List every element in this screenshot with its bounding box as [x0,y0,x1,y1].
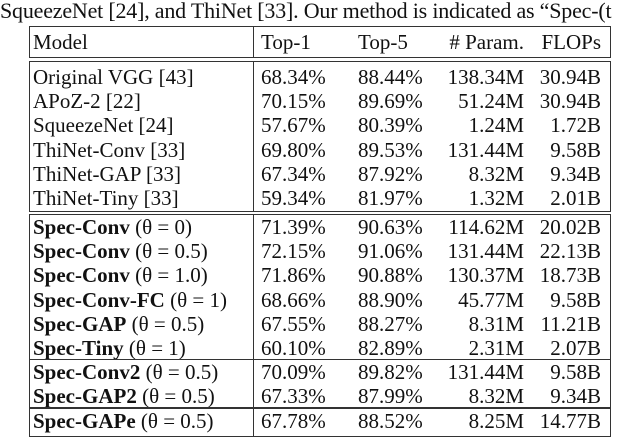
table-row [30,89,610,113]
flops-cell: 11.21B [540,311,601,336]
top5-cell: 88.90% [358,287,423,312]
flops-cell: 2.01B [550,185,601,210]
table-group-spec [29,214,611,360]
top1-cell: 72.15% [261,239,326,264]
top1-cell: 57.67% [261,113,326,138]
model-name-rest: ThiNet-Conv [33] [33,137,186,162]
params-cell: 131.44M [447,239,524,264]
table-row [30,162,610,186]
top1-cell: 68.66% [261,287,326,312]
top1-cell: 70.09% [261,359,326,384]
table-row [30,312,610,336]
model-name-rest: (θ = 1.0) [129,263,208,288]
model-name-bold: Spec-GAP2 [33,383,137,408]
table-row [30,215,610,239]
model-name [33,239,208,263]
top1-cell: 70.15% [261,89,326,114]
model-name [33,288,227,312]
top1-cell: 67.55% [261,311,326,336]
header-row [30,30,610,54]
model-name-bold: Spec-Conv2 [33,359,141,384]
top1-cell: 71.86% [261,263,326,288]
top5-cell: 81.97% [358,185,423,210]
flops-cell: 14.77B [539,408,601,433]
model-name-rest: APoZ-2 [22] [33,89,141,114]
model-name-bold: Spec-Conv-FC [33,287,165,312]
model-name-rest: (θ = 1) [164,287,227,312]
top1-cell: 71.39% [261,215,326,239]
flops-cell: 22.13B [539,239,601,264]
model-name-bold: Spec-Conv [33,215,130,239]
table-group-baselines [29,61,611,212]
table-row [30,263,610,287]
flops-cell: 30.94B [539,65,601,89]
header-top1: Top-1 [261,30,311,54]
model-name-rest: (θ = 0.5) [129,239,208,264]
caption-text: SqueezeNet [24], and ThiNet [33]. Our method is indicated as “Spec-(t [0,0,612,23]
header-params: # Param. [449,30,524,54]
top5-cell: 90.63% [358,215,423,239]
model-name [33,65,194,89]
params-cell: 1.32M [468,185,524,210]
flops-cell: 2.07B [550,335,601,360]
model-name-rest: (θ = 0.5) [126,311,205,336]
header-flops: FLOPs [541,30,601,54]
top5-cell: 87.99% [358,383,423,408]
flops-cell: 18.73B [539,263,601,288]
top1-cell: 67.34% [261,161,326,186]
top1-cell: 68.34% [261,65,326,89]
model-name [33,162,181,186]
flops-cell: 9.58B [550,359,601,384]
top1-cell: 60.10% [261,335,326,360]
table-group-spec2 [29,359,611,409]
table-row [30,336,610,360]
top5-cell: 89.53% [358,137,423,162]
top5-cell: 89.69% [358,89,423,114]
table-header [29,26,611,58]
model-name-bold: Spec-GAPe [33,408,136,433]
flops-cell: 1.72B [550,113,601,138]
model-name-rest: SqueezeNet [24] [33,113,174,138]
table-row [30,409,610,433]
model-name-rest: (θ = 0.5) [140,359,219,384]
top5-cell: 90.88% [358,263,423,288]
model-name-rest: Original VGG [43] [33,65,194,89]
model-name-bold: Spec-Conv [33,263,130,288]
params-cell: 130.37M [447,263,524,288]
params-cell: 2.31M [468,335,524,360]
model-name-bold: Spec-GAP [33,311,127,336]
top5-cell: 88.27% [358,311,423,336]
params-cell: 131.44M [447,359,524,384]
flops-cell: 9.34B [550,161,601,186]
model-name-rest: (θ = 0.5) [136,383,215,408]
table-row [30,138,610,162]
model-name [33,336,186,360]
top1-cell: 59.34% [261,185,326,210]
params-cell: 1.24M [468,113,524,138]
params-cell: 8.32M [468,161,524,186]
flops-cell: 9.34B [550,383,601,408]
flops-cell: 9.58B [550,137,601,162]
flops-cell: 30.94B [539,89,601,114]
top5-cell: 89.82% [358,359,423,384]
table-group-spec-gape [29,407,611,437]
table-row [30,113,610,137]
params-cell: 8.32M [468,383,524,408]
params-cell: 114.62M [448,215,524,239]
flops-cell: 9.58B [550,287,601,312]
model-name [33,113,174,137]
model-name [33,360,218,384]
model-name-bold: Spec-Tiny [33,335,124,360]
table-row [30,65,610,89]
params-cell: 138.34M [447,65,524,89]
top5-cell: 87.92% [358,161,423,186]
table-row [30,384,610,408]
model-name [33,138,185,162]
params-cell: 8.31M [468,311,524,336]
model-name [33,186,179,210]
model-name [33,409,214,433]
model-name [33,215,192,239]
table-row [30,239,610,263]
model-name [33,312,204,336]
model-name [33,263,208,287]
top5-cell: 88.52% [358,408,423,433]
params-cell: 8.25M [468,408,524,433]
header-top5: Top-5 [358,30,408,54]
params-cell: 131.44M [447,137,524,162]
model-name [33,384,215,408]
header-model: Model [33,30,88,54]
params-cell: 51.24M [458,89,524,114]
table-row [30,360,610,384]
top5-cell: 82.89% [358,335,423,360]
top5-cell: 80.39% [358,113,423,138]
table-row [30,186,610,210]
model-name-bold: Spec-Conv [33,239,130,264]
top1-cell: 67.78% [261,408,326,433]
model-name-rest: ThiNet-Tiny [33] [33,185,179,210]
model-name [33,89,141,113]
top5-cell: 91.06% [358,239,423,264]
top1-cell: 69.80% [261,137,326,162]
top5-cell: 88.44% [358,65,423,89]
model-name-rest: (θ = 0.5) [135,408,214,433]
model-name-rest: ThiNet-GAP [33] [33,161,181,186]
model-name-rest: (θ = 1) [123,335,186,360]
model-name-rest: (θ = 0) [129,215,192,239]
top1-cell: 67.33% [261,383,326,408]
flops-cell: 20.02B [539,215,601,239]
params-cell: 45.77M [458,287,524,312]
table-row [30,288,610,312]
